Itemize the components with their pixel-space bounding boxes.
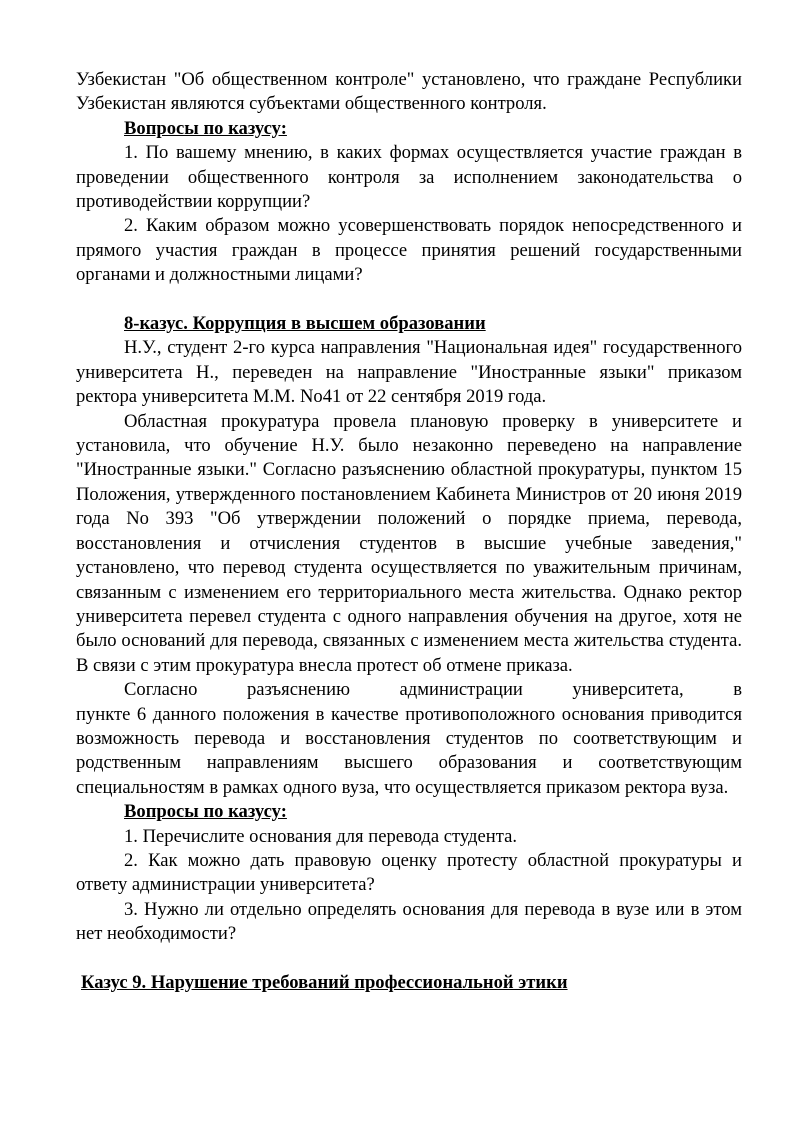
case8-question-2: 2. Как можно дать правовую оценку протесту областной прокуратуры и ответу администрации университета? bbox=[76, 849, 742, 896]
case8-paragraph-3-line1: Согласно разъяснению администрации университета, в bbox=[124, 679, 742, 701]
document-page bbox=[76, 68, 742, 995]
case8-title: 8-казус. Коррупция в высшем образовании bbox=[124, 313, 486, 335]
section7-questions-heading: Вопросы по казусу: bbox=[124, 117, 287, 139]
case8-paragraph-1: Н.У., студент 2-го курса направления "Национальная идея" государственного университета Н., переведен на направление "Иностранные языки" приказом ректора университета М.М. No41 от 22 сентября 2019 года. bbox=[76, 337, 742, 408]
case8-paragraph-3-continued: пункте 6 данного положения в качестве противоположного основания приводится возможность перевода и восстановления студентов по соответствующим и родственным направлениям высшего образования и соответствующим специальностям в рамках одного вуза, что осуществляется приказом ректора вуза. bbox=[76, 703, 742, 798]
section7-question-1: 1. По вашему мнению, в каких формах осуществляется участие граждан в проведении общественного контроля за исполнением законодательства о противодействии коррупции? bbox=[76, 142, 742, 213]
case8-paragraph-2: Областная прокуратура провела плановую проверку в университете и установила, что обучение Н.У. было незаконно переведено на направление "Иностранные языки." Согласно разъяснению областной прокуратуры, пунктом 15 Положения, утвержденного постановлением Кабинета Министров от 20 июня 2019 года No 393 "Об утверждении положений о порядке приема, перевода, восстановления и отчисления студентов в высшие учебные заведения," установлено, что перевод студента осуществляется по уважительным причинам, связанным с изменением его территориального места жительства. Однако ректор университета перевел студента с одного направления обучения на другое, хотя не было оснований для перевода, связанных с изменением места жительства студента. В связи с этим прокуратура внесла протест об отмене приказа. bbox=[76, 410, 742, 676]
spacer bbox=[76, 288, 742, 312]
spacer bbox=[76, 947, 742, 971]
case8-questions-heading: Вопросы по казусу: bbox=[124, 801, 287, 823]
case8-question-3: 3. Нужно ли отдельно определять основания для перевода в вузе или в этом нет необходимости? bbox=[76, 898, 742, 945]
case9-title: Казус 9. Нарушение требований профессиональной этики bbox=[81, 972, 568, 993]
intro-paragraph: Узбекистан "Об общественном контроле" установлено, что граждане Республики Узбекистан являются субъектами общественного контроля. bbox=[76, 69, 742, 115]
section7-question-2: 2. Каким образом можно усовершенствовать порядок непосредственного и прямого участия граждан в процессе принятия решений государственными органами и должностными лицами? bbox=[76, 215, 742, 286]
case8-question-1: 1. Перечислите основания для перевода студента. bbox=[124, 825, 517, 847]
